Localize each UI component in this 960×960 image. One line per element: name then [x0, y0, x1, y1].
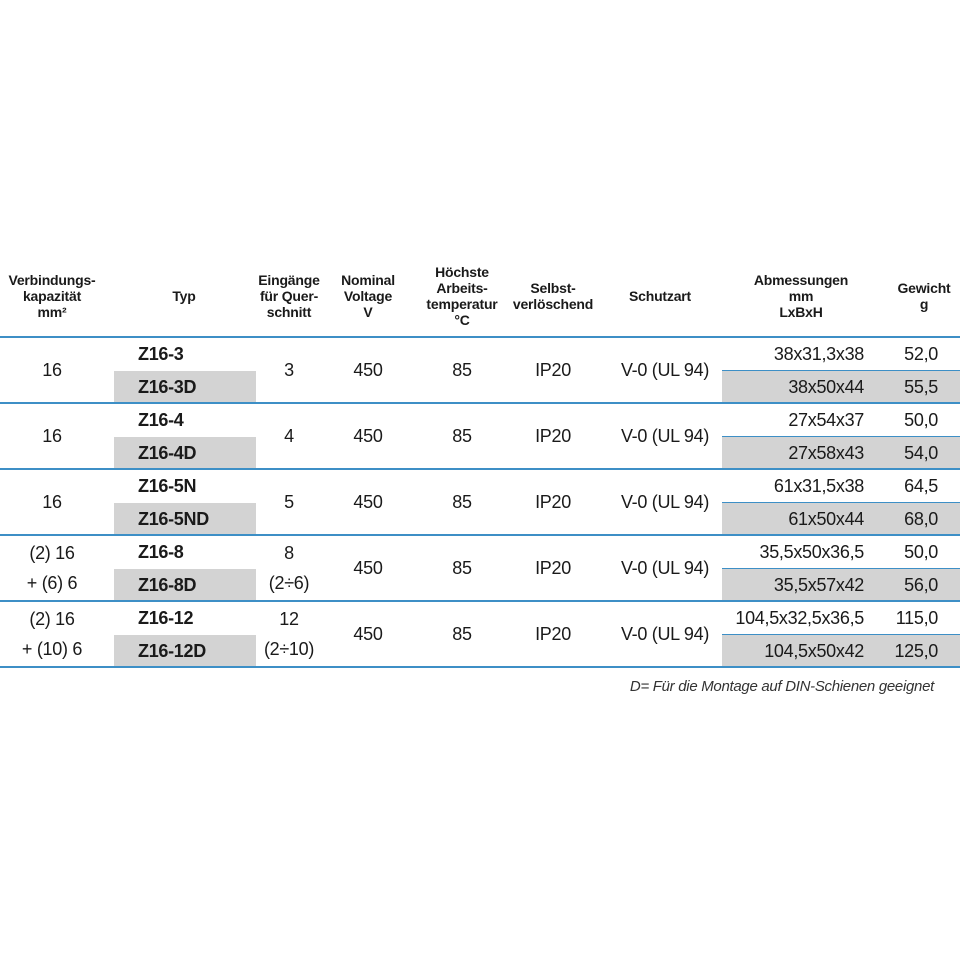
cell-type: Z16-12D — [114, 635, 256, 667]
cell-dimensions: 61x50x44 — [722, 503, 870, 535]
cell-capacity: (2) 16 + (10) 6 — [21, 609, 83, 659]
cell-protection: V-0 (UL 94) — [620, 360, 710, 380]
header-voltage: Nominal Voltage V — [341, 272, 395, 320]
cell-capacity: 16 — [42, 492, 62, 512]
cell-voltage: 450 — [353, 360, 383, 380]
cell-inputs: 8 (2÷6) — [268, 543, 310, 593]
cell-voltage: 450 — [353, 492, 383, 512]
cell-capacity: (2) 16 + (6) 6 — [26, 543, 78, 593]
header-temperature: Höchste Arbeits- temperatur °C — [426, 264, 498, 328]
cell-self-extinguishing: IP20 — [535, 558, 571, 578]
cell-type: Z16-3D — [114, 371, 256, 403]
cell-protection: V-0 (UL 94) — [620, 624, 710, 644]
cell-dimensions: 38x31,3x38 — [773, 343, 864, 364]
cell-weight: 125,0 — [870, 635, 960, 667]
table-row-group — [0, 470, 960, 534]
cell-type: Z16-5ND — [114, 503, 256, 535]
header-type: Typ — [172, 288, 196, 304]
cell-dimensions: 27x54x37 — [788, 409, 864, 430]
header-self-extinguishing: Selbst- verlöschend — [512, 280, 594, 312]
footnote: D= Für die Montage auf DIN-Schienen geeignet — [629, 678, 934, 695]
cell-protection: V-0 (UL 94) — [620, 426, 710, 446]
cell-protection: V-0 (UL 94) — [620, 492, 710, 512]
cell-type: Z16-3 — [138, 343, 184, 364]
cell-dimensions: 35,5x57x42 — [722, 569, 870, 601]
cell-inputs: 4 — [284, 426, 294, 446]
cell-temperature: 85 — [452, 360, 472, 380]
cell-self-extinguishing: IP20 — [535, 492, 571, 512]
cell-type: Z16-5N — [138, 475, 197, 496]
cell-weight: 54,0 — [870, 437, 960, 469]
cell-dimensions: 104,5x32,5x36,5 — [735, 607, 864, 628]
cell-temperature: 85 — [452, 558, 472, 578]
header-capacity: Verbindungs- kapazität mm² — [8, 272, 96, 320]
cell-capacity: 16 — [42, 360, 62, 380]
cell-voltage: 450 — [353, 624, 383, 644]
cell-inputs: 3 — [284, 360, 294, 380]
cell-type: Z16-12 — [138, 607, 194, 628]
cell-weight: 68,0 — [870, 503, 960, 535]
cell-weight: 55,5 — [870, 371, 960, 403]
table-header — [0, 256, 960, 336]
header-inputs: Eingänge für Quer- schnitt — [258, 272, 320, 320]
table-row-group — [0, 602, 960, 666]
cell-weight: 115,0 — [895, 607, 938, 628]
cell-type: Z16-4D — [114, 437, 256, 469]
header-dimensions: Abmessungen mm LxBxH — [753, 272, 849, 320]
header-weight: Gewicht g — [897, 280, 951, 312]
table-row-group — [0, 536, 960, 600]
cell-inputs: 12 (2÷10) — [263, 609, 315, 659]
cell-voltage: 450 — [353, 426, 383, 446]
cell-self-extinguishing: IP20 — [535, 624, 571, 644]
cell-temperature: 85 — [452, 492, 472, 512]
cell-dimensions: 61x31,5x38 — [773, 475, 864, 496]
cell-temperature: 85 — [452, 426, 472, 446]
cell-voltage: 450 — [353, 558, 383, 578]
cell-weight: 56,0 — [870, 569, 960, 601]
cell-dimensions: 104,5x50x42 — [722, 635, 870, 667]
header-protection: Schutzart — [629, 288, 691, 304]
cell-weight: 50,0 — [904, 409, 938, 430]
cell-self-extinguishing: IP20 — [535, 426, 571, 446]
table-row-group — [0, 404, 960, 468]
cell-capacity: 16 — [42, 426, 62, 446]
cell-inputs: 5 — [284, 492, 294, 512]
cell-weight: 52,0 — [904, 343, 938, 364]
cell-protection: V-0 (UL 94) — [620, 558, 710, 578]
cell-type: Z16-8D — [114, 569, 256, 601]
group-rule — [0, 666, 960, 668]
cell-weight: 64,5 — [904, 475, 938, 496]
cell-type: Z16-8 — [138, 541, 184, 562]
cell-temperature: 85 — [452, 624, 472, 644]
table-row-group — [0, 338, 960, 402]
cell-weight: 50,0 — [904, 541, 938, 562]
cell-dimensions: 38x50x44 — [722, 371, 870, 403]
cell-type: Z16-4 — [138, 409, 184, 430]
cell-self-extinguishing: IP20 — [535, 360, 571, 380]
cell-dimensions: 27x58x43 — [722, 437, 870, 469]
cell-dimensions: 35,5x50x36,5 — [759, 541, 864, 562]
